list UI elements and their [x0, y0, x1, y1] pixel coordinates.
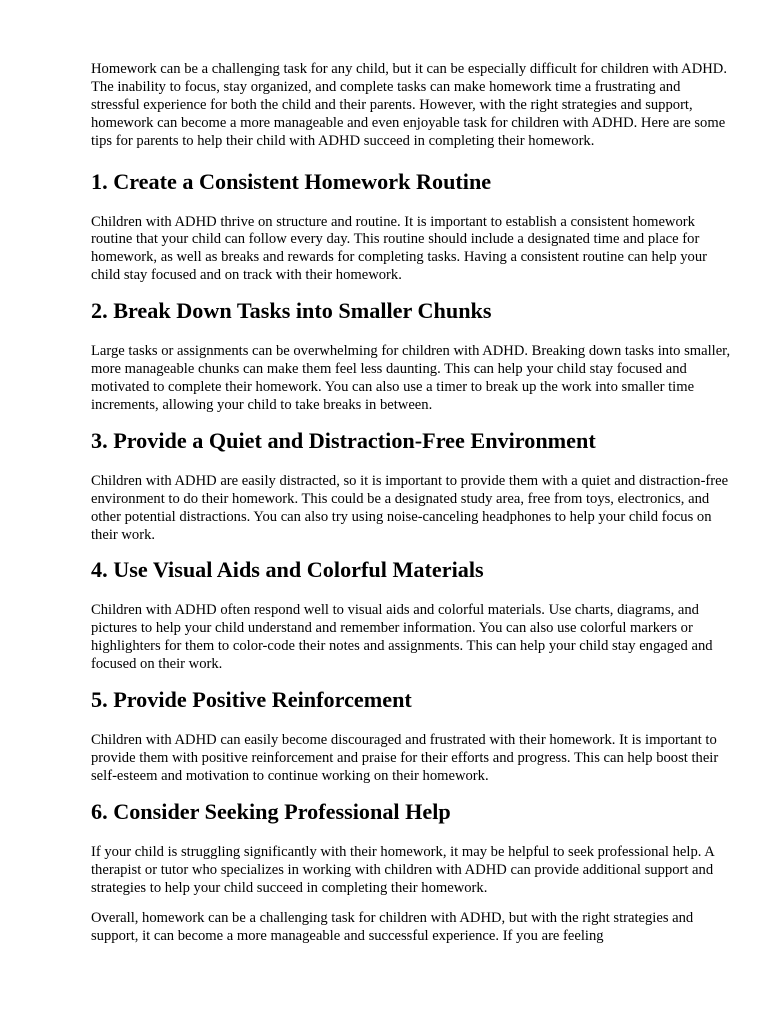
section-heading-chunks: 2. Break Down Tasks into Smaller Chunks [91, 298, 492, 324]
section-heading-routine: 1. Create a Consistent Homework Routine [91, 168, 492, 194]
section-body-chunks: Large tasks or assignments can be overwhelming for children with ADHD. Breaking down tasks into smaller, more manageable chunks can make them feel less daunting. This can help your child stay focused and motivated to complete their homework. You can also use a timer to break up the work into smaller time increments, allowing your child to take breaks in between. [91, 343, 731, 413]
closing-paragraph: Overall, homework can be a challenging task for children with ADHD, but with the right strategies and support, it can become a more manageable and successful experience. If you are feeling [91, 910, 694, 945]
section-body-visual-aids: Children with ADHD often respond well to visual aids and colorful materials. Use charts, diagrams, and pictures to help your child understand and remember information. You can also use colorful markers or highlighters for them to color-code their notes and assignments. This can help your child stay engaged and focused on their work. [91, 602, 713, 673]
section-heading-professional-help: 6. Consider Seeking Professional Help [91, 798, 451, 824]
section-body-routine: Children with ADHD thrive on structure and routine. It is important to establish a consistent homework routine that your child can follow every day. This routine should include a designated time and place for homework, as well as breaks and rewards for completing tasks. Having a consistent routine can help your child stay focused and on track with their homework. [91, 213, 708, 284]
section-body-professional-help: If your child is struggling significantly with their homework, it may be helpful to seek professional help. A therapist or tutor who specializes in working with children with ADHD can provide additional support and strategies to help your child succeed in completing their homework. [91, 843, 714, 896]
section-heading-visual-aids: 4. Use Visual Aids and Colorful Materials [91, 557, 484, 583]
section-body-reinforcement: Children with ADHD can easily become discouraged and frustrated with their homework. It is important to provide them with positive reinforcement and praise for their efforts and progress. This can help boost their self-esteem and motivation to continue working on their homework. [91, 732, 719, 784]
section-heading-environment: 3. Provide a Quiet and Distraction-Free Environment [91, 427, 596, 453]
document-page [91, 61, 731, 946]
intro-paragraph: Homework can be a challenging task for any child, but it can be especially difficult for children with ADHD. The inability to focus, stay organized, and complete tasks can make homework time a frustrating and stressful experience for both the child and their parents. However, with the right strategies and support, homework can become a more manageable and even enjoyable task for children with ADHD. Here are some tips for parents to help their child with ADHD succeed in completing their homework. [91, 61, 727, 149]
section-body-environment: Children with ADHD are easily distracted, so it is important to provide them with a quiet and distraction-free environment to do their homework. This could be a designated study area, free from toys, electronics, and other potential distractions. You can also try using noise-canceling headphones to help your child focus on their work. [91, 472, 729, 543]
section-heading-reinforcement: 5. Provide Positive Reinforcement [91, 687, 412, 713]
